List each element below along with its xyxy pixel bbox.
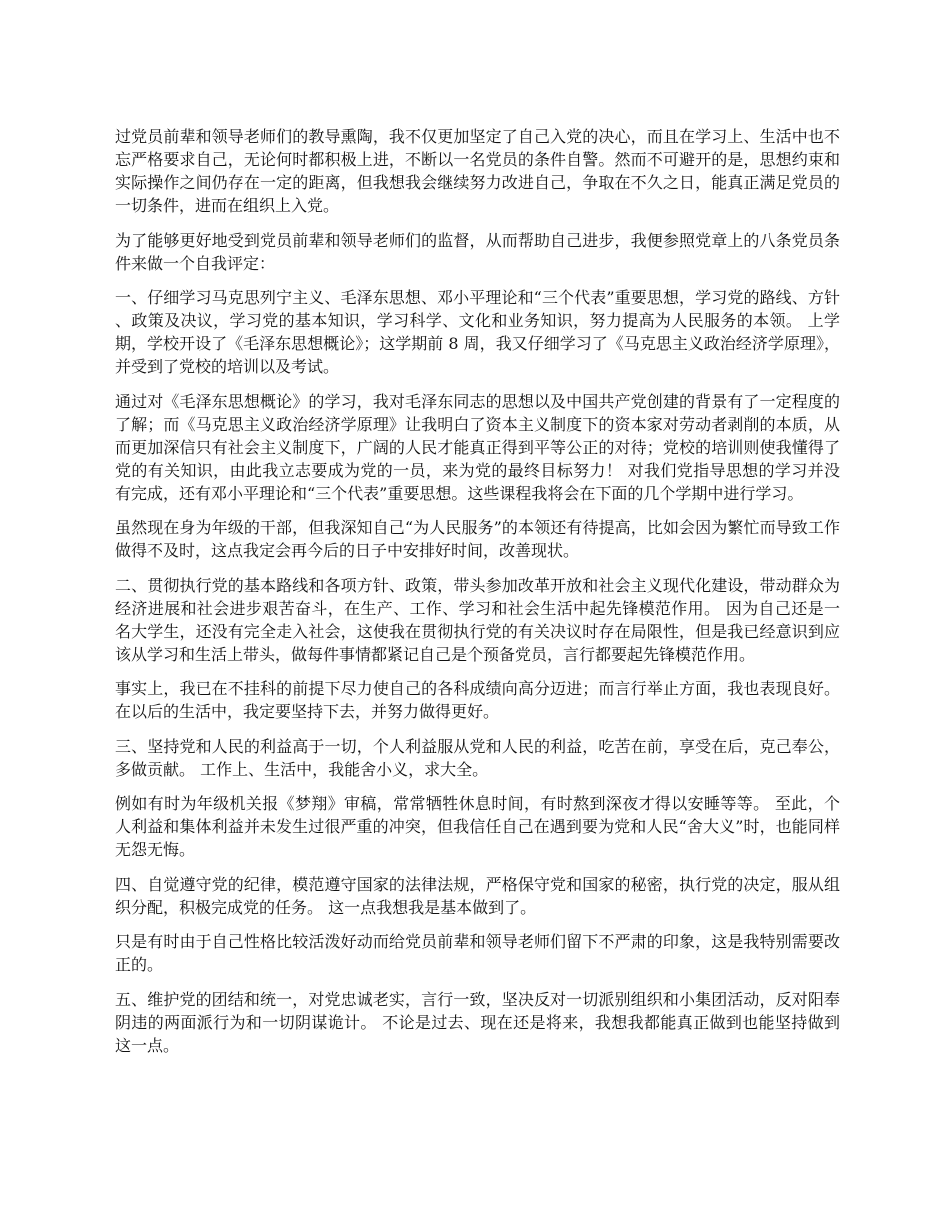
- paragraph-9: 例如有时为年级机关报《梦翔》审稿，常常牺牲休息时间，有时熬到深夜才得以安睡等等。 至此，个人利益和集体利益并未发生过很严重的冲突，但我信任自己在遇到要为党和人民“舍大义”时，也能同样无怨无悔。: [115, 794, 840, 859]
- paragraph-5: 虽然现在身为年级的干部，但我深知自己“为人民服务”的本领还有待提高，比如会因为繁忙而导致工作做得不及时，这点我定会再今后的日子中安排好时间，改善现状。: [115, 518, 840, 560]
- paragraph-4: 通过对《毛泽东思想概论》的学习，我对毛泽东同志的思想以及中国共产党创建的背景有了一定程度的了解；而《马克思主义政治经济学原理》让我明白了资本主义制度下的资本家对劳动者剥削的本质，从而更加深信只有社会主义制度下，广阔的人民才能真正得到平等公正的对待；党校的培训则使我懂得了党的有关知识，由此我立志要成为党的一员，来为党的最终目标努力！ 对我们党指导思想的学习并没有完成，还有邓小平理论和“三个代表”重要思想。这些课程我将会在下面的几个学期中进行学习。: [115, 391, 840, 503]
- document-body: [115, 125, 840, 1068]
- paragraph-7: 事实上，我已在不挂科的前提下尽力使自己的各科成绩向高分迈进；而言行举止方面，我也表现良好。在以后的生活中，我定要坚持下去，并努力做得更好。: [115, 679, 840, 721]
- paragraph-10: 四、自觉遵守党的纪律，模范遵守国家的法律法规，严格保守党和国家的秘密，执行党的决定，服从组织分配，积极完成党的任务。 这一点我想我是基本做到了。: [115, 874, 840, 917]
- paragraph-2: 为了能够更好地受到党员前辈和领导老师们的监督，从而帮助自己进步，我便参照党章上的八条党员条件来做一个自我评定：: [115, 230, 840, 273]
- paragraph-11: 只是有时由于自己性格比较活泼好动而给党员前辈和领导老师们留下不严肃的印象，这是我特别需要改正的。: [115, 932, 840, 974]
- paragraph-12: 五、维护党的团结和统一，对党忠诚老实，言行一致，坚决反对一切派别组织和小集团活动，反对阳奉阴违的两面派行为和一切阴谋诡计。 不论是过去、现在还是将来，我想我都能真正做到也能坚持做到这一点。: [115, 989, 840, 1055]
- paragraph-1: 过党员前辈和领导老师们的教导熏陶，我不仅更加坚定了自己入党的决心，而且在学习上、生活中也不忘严格要求自己，无论何时都积极上进，不断以一名党员的条件自警。然而不可避开的是，思想约束和实际操作之间仍存在一定的距离，但我想我会继续努力改进自己，争取在不久之日，能真正满足党员的一切条件，进而在组织上入党。: [115, 127, 840, 215]
- paragraph-3: 一、仔细学习马克思列宁主义、毛泽东思想、邓小平理论和“三个代表”重要思想，学习党的路线、方针、政策及决议，学习党的基本知识，学习科学、文化和业务知识，努力提高为人民服务的本领。 上学期，学校开设了《毛泽东思想概论》；这学期前 8 周，我又仔细学习了《马克思主义政治经济学原理》，并受到了党校的培训以及考试。: [115, 288, 840, 376]
- paragraph-6: 二、贯彻执行党的基本路线和各项方针、政策，带头参加改革开放和社会主义现代化建设，带动群众为经济进展和社会进步艰苦奋斗，在生产、工作、学习和社会生活中起先锋模范作用。 因为自己还是一名大学生，还没有完全走入社会，这使我在贯彻执行党的有关决议时存在局限性，但是我已经意识到应该从学习和生活上带头，做每件事情都紧记自己是个预备党员，言行都要起先锋模范作用。: [115, 575, 840, 664]
- paragraph-8: 三、坚持党和人民的利益高于一切，个人利益服从党和人民的利益，吃苦在前，享受在后，克己奉公，多做贡献。 工作上、生活中，我能舍小义，求大全。: [115, 736, 840, 779]
